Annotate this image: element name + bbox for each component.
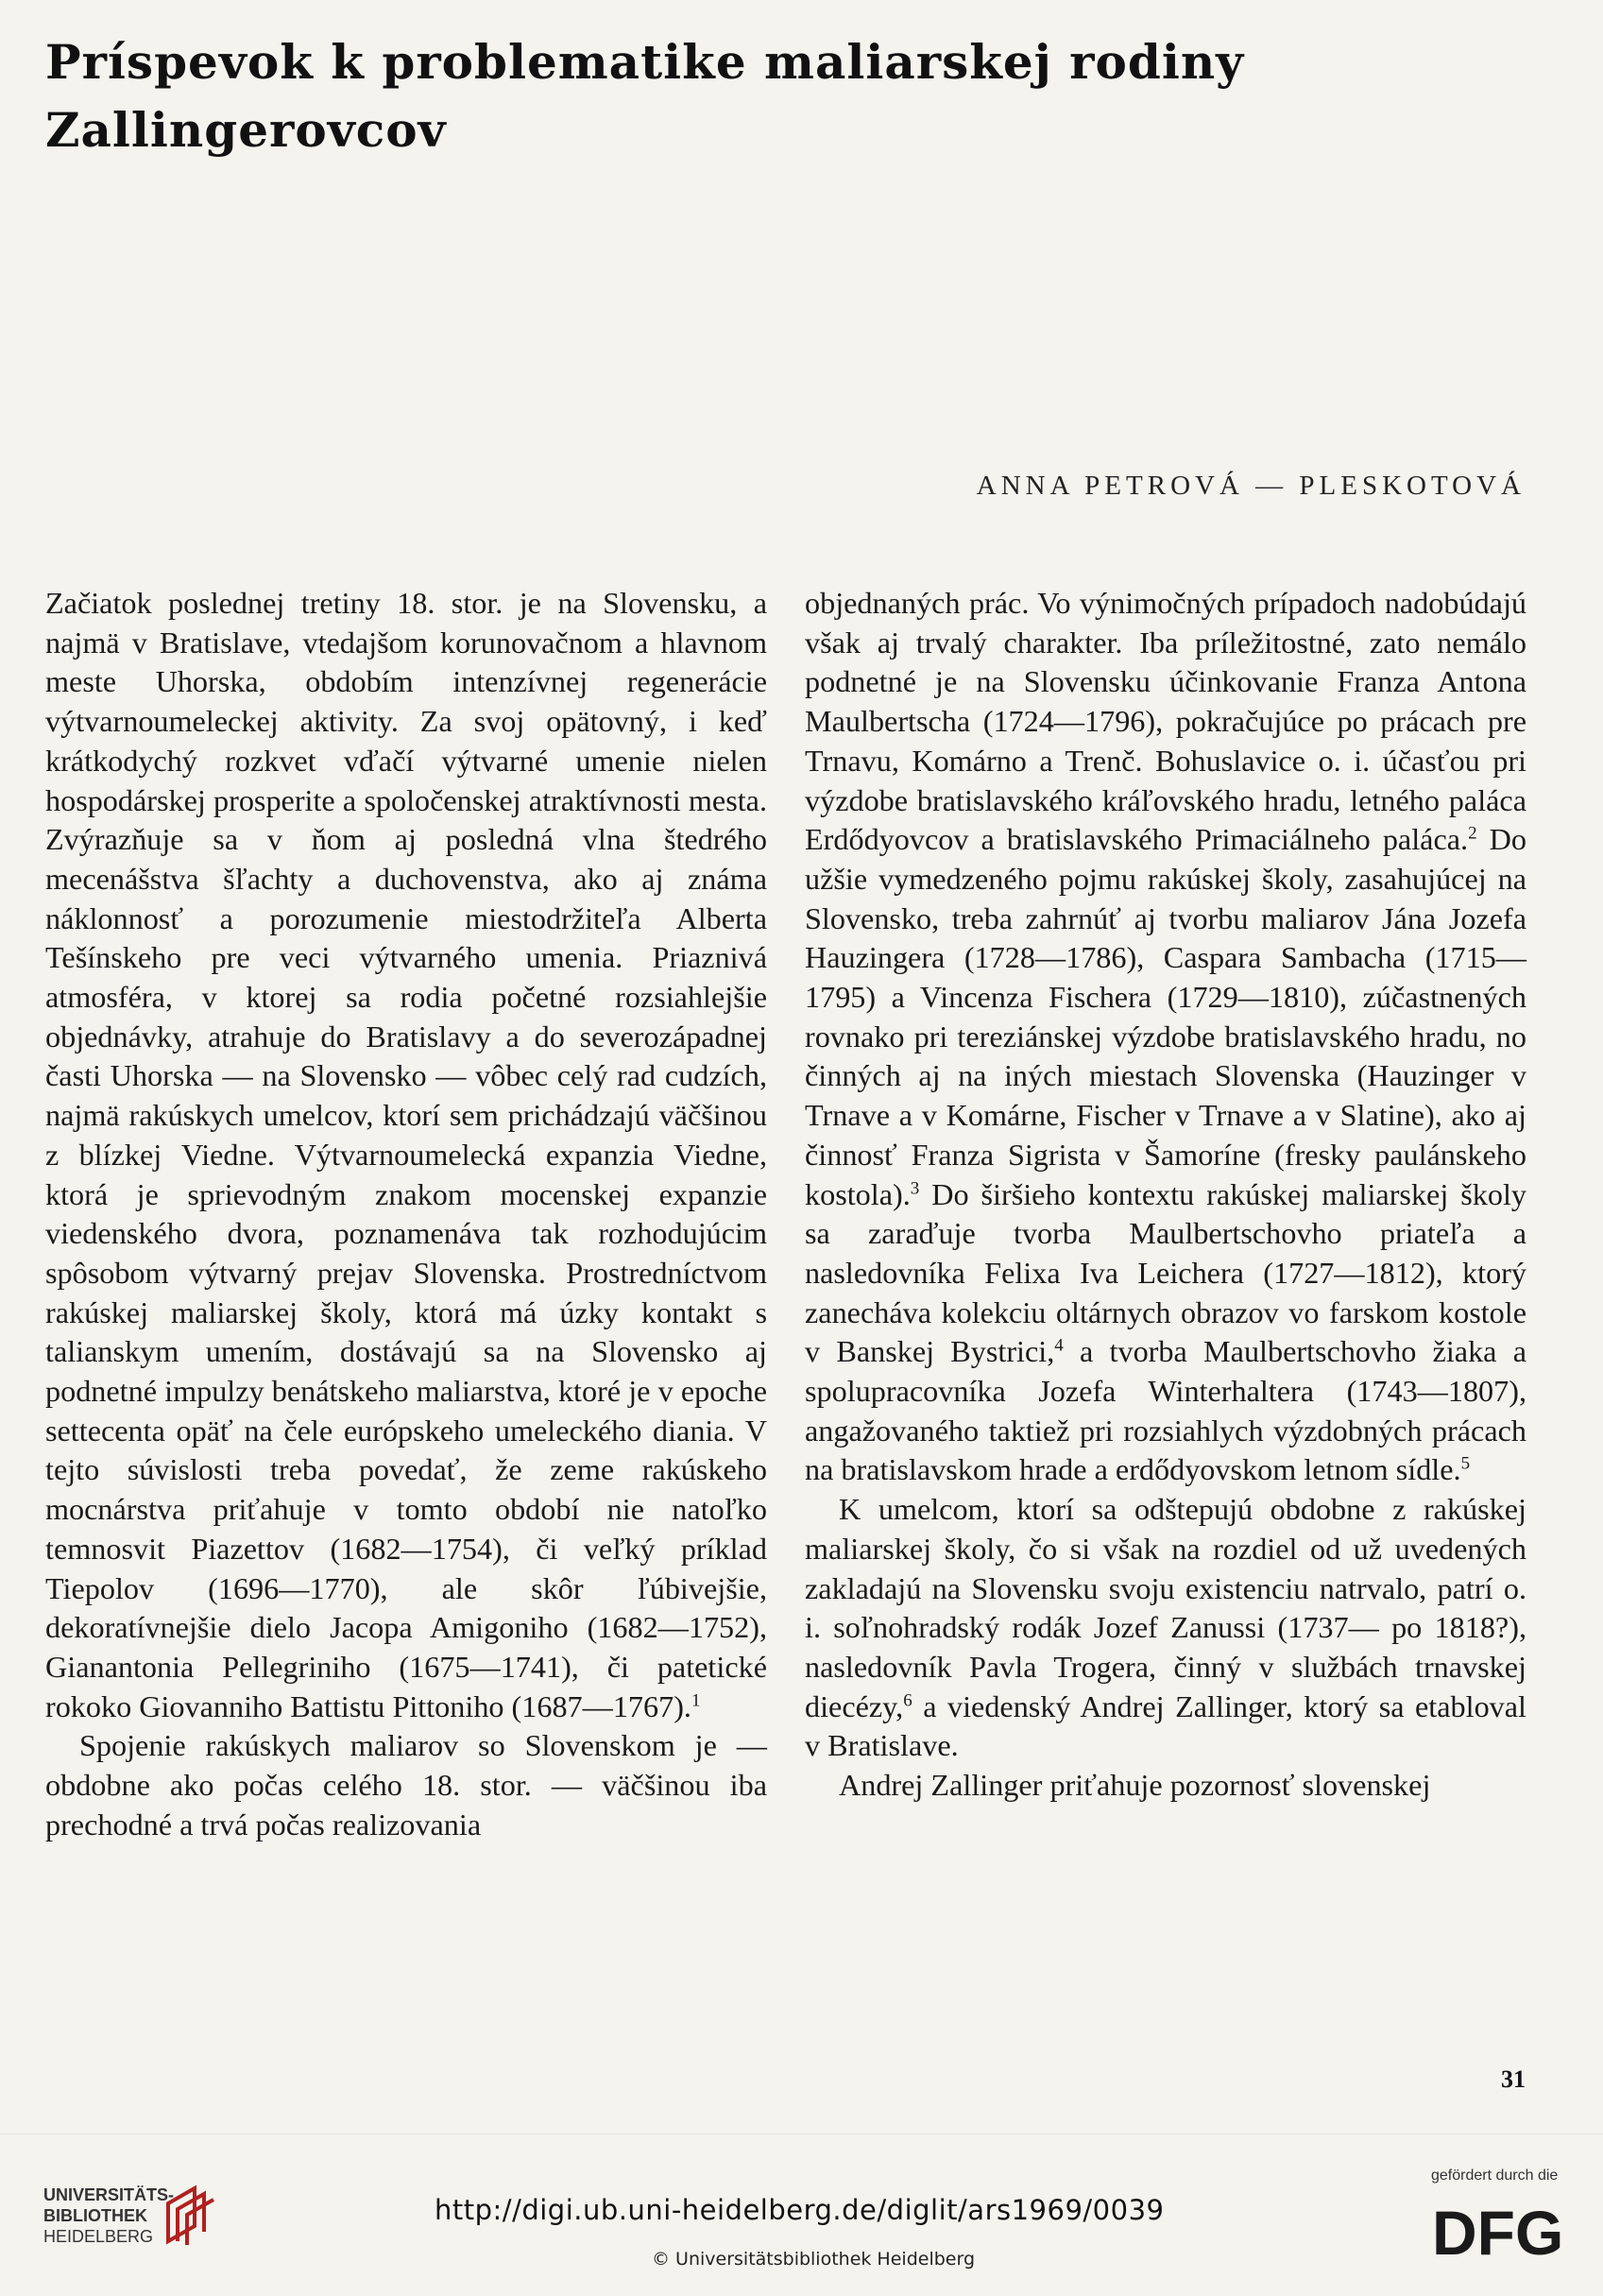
right-paragraph-1 (805, 584, 1526, 1490)
right-paragraph-1-part-d: a tvorba Maulbertschovho žiaka a spolupracovníka Jozefa Winterhaltera (1743—1807), angažovaného taktiež pri rozsiahlych výzdobných prácach na bratislavskom hrade a erdődyovskom letnom sídle. (805, 1334, 1526, 1487)
left-paragraph-1 (45, 584, 767, 1726)
footer-divider (0, 2133, 1603, 2134)
title-line-2: Zallingerovcov (45, 102, 447, 158)
left-paragraph-2: Spojenie rakúskych maliarov so Slovenskom je — obdobne ako počas celého 18. stor. — väčšinou iba prechodné a trvá počas realizovania (45, 1728, 767, 1842)
footnote-ref-5: 5 (1460, 1453, 1471, 1474)
title-line-1: Príspevok k problematike maliarskej rodiny (45, 34, 1245, 90)
right-paragraph-1-part-b: Do užšie vymedzeného pojmu rakúskej školy, zasahujúcej na Slovensko, treba zahrnúť aj tvorbu maliarov Jána Jozefa Hauzingera (1728—1786), Caspara Sambacha (1715—1795) a Vincenza Fischera (1729—1810), zúčastnených rovnako pri tereziánskej výzdobe bratislavského hradu, no činných aj na iných miestach Slovenska (Hauzinger v Trnave a v Komárne, Fischer v Trnave a v Slatine), ako aj činnosť Franza Sigrista v Šamoríne (fresky paulánskeho kostola). (805, 822, 1526, 1211)
page-number: 31 (1501, 2065, 1526, 2093)
footnote-ref-3: 3 (910, 1177, 920, 1198)
right-paragraph-2 (805, 1490, 1526, 1766)
library-name (43, 2185, 174, 2247)
author-byline: ANNA PETROVÁ — PLESKOTOVÁ (976, 471, 1526, 501)
right-column (805, 584, 1526, 1806)
library-logo-icon (159, 2183, 219, 2249)
copyright-notice: © Universitätsbibliothek Heidelberg (652, 2249, 976, 2270)
funding-caption: gefördert durch die (1431, 2167, 1559, 2184)
left-column (45, 584, 767, 1845)
right-paragraph-3: Andrej Zallinger priťahuje pozornosť slovenskej (839, 1768, 1431, 1803)
right-paragraph-1-part-a: objednaných prác. Vo výnimočných prípadoch nadobúdajú však aj trvalý charakter. Iba príležitostné, zato nemálo podnetné je na Slovensku účinkovanie Franza Antona Maulbertscha (1724—1796), pokračujúce po prácach pre Trnavu, Komárno a Trenč. Bohuslavice o. i. účasťou pri výzdobe bratislavského kráľovského hradu, letného paláca Erdődyovcov a bratislavského Primaciálneho paláca. (805, 586, 1526, 857)
right-paragraph-2-part-a: K umelcom, ktorí sa odštepujú obdobne z rakúskej maliarskej školy, čo si však na rozdiel od už uvedených zakladajú na Slovensku svoju existenciu natrvalo, patrí o. i. soľnohradský rodák Jozef Zanussi (1737— po 1818?), nasledovník Pavla Trogera, činný v službách trnavskej diecézy, (805, 1492, 1526, 1723)
dfg-logo-icon (1428, 2194, 1579, 2266)
footnote-ref-1: 1 (691, 1689, 701, 1710)
footnote-ref-4: 4 (1054, 1335, 1064, 1356)
source-url-link[interactable]: http://digi.ub.uni-heidelberg.de/diglit/ars1969/0039 (435, 2194, 1165, 2226)
left-paragraph-1-text: Začiatok poslednej tretiny 18. stor. je na Slovensku, a najmä v Bratislave, vtedajšom korunovačnom a hlavnom meste Uhorska, obdobím intenzívnej regenerácie výtvarnoumeleckej aktivity. Za svoj opätovný, i keď krátkodychý rozkvet vďačí výtvarné umenie nielen hospodárskej prosperite a spoločenskej atraktívnosti mesta. Zvýrazňuje sa v ňom aj posledná vlna štedrého mecenášstva šľachty a duchovenstva, ako aj známa náklonnosť a porozumenie miestodržiteľa Alberta Tešínskeho pre veci výtvarného umenia. Priaznivá atmosféra, v ktorej sa rodia početné rozsiahlejšie objednávky, atrahuje do Bratislavy a do severozápadnej časti Uhorska — na Slovensko — vôbec celý rad cudzích, najmä rakúskych umelcov, ktorí sem prichádzajú väčšinou z blízkej Viedne. Výtvarnoumelecká expanzia Viedne, ktorá je sprievodným znakom mocenskej expanzie viedenského dvora, poznamenáva tak rozhodujúcim spôsobom výtvarný prejav Slovenska. Prostredníctvom rakúskej maliarskej školy, ktorá má úzky kontakt s talianskym umením, dostávajú sa na Slovensko aj podnetné impulzy benátskeho maliarstva, ktoré je v epoche settecenta opäť na čele európskeho umeleckého diania. V tejto súvislosti treba povedať, že zeme rakúskeho mocnárstva priťahuje v tomto období nie natoľko temnosvit Piazettov (1682—1754), či veľký príklad Tiepolov (1696—1770), ale skôr ľúbivejšie, dekoratívnejšie dielo Jacopa Amigoniho (1682—1752), Gianantonia Pellegriniho (1675—1741), či patetické rokoko Giovanniho Battistu Pittoniho (1687—1767). (45, 586, 767, 1723)
library-name-line-1: UNIVERSITÄTS- (43, 2185, 175, 2204)
footnote-ref-2: 2 (1468, 823, 1477, 844)
library-name-line-2: BIBLIOTHEK (43, 2206, 147, 2225)
right-paragraph-2-part-b: a viedenský Andrej Zallinger, ktorý sa etabloval v Bratislave. (805, 1688, 1526, 1763)
footnote-ref-6: 6 (903, 1689, 912, 1710)
article-title (45, 28, 1368, 164)
right-paragraph-1-part-c: Do širšieho kontextu rakúskej maliarskej školy sa zaraďuje tvorba Maulbertschovho priateľa a nasledovníka Felixa Iva Leichera (1727—1812), ktorý zanecháva kolekciu oltárnych obrazov vo farskom kostole v Banskej Bystrici, (805, 1176, 1526, 1369)
dfg-logo-text: DFG (1432, 2198, 1564, 2266)
library-name-line-3: HEIDELBERG (43, 2227, 154, 2246)
